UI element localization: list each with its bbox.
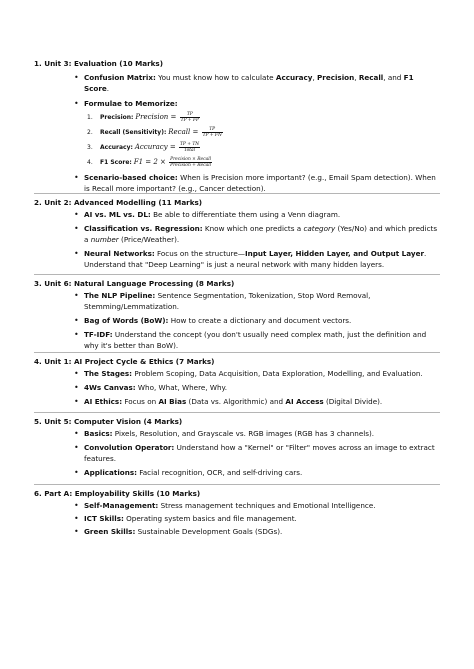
list-item: • Confusion Matrix: You must know how to calculate Accuracy, Precision, Recall, and F1 Score. (34, 72, 440, 94)
bullet-list (34, 500, 440, 537)
item-label: Applications: (84, 468, 137, 477)
section-divider (34, 352, 440, 353)
list-item: • 4Ws Canvas: Who, What, Where, Why. (34, 382, 440, 393)
section-advanced-modelling (34, 197, 440, 270)
item-label: Green Skills: (84, 527, 136, 536)
list-item: • Convolution Operator: Understand how a "Kernel" or "Filter" moves across an image to extract features. (34, 442, 440, 464)
section-heading: 6. Part A: Employability Skills (10 Marks) (34, 489, 201, 498)
list-item: • ICT Skills: Operating system basics and file management. (34, 513, 440, 524)
list-item: • AI Ethics: Focus on AI Bias (Data vs. Algorithmic) and AI Access (Digital Divide). (34, 396, 440, 407)
list-item: • Green Skills: Sustainable Development Goals (SDGs). (34, 526, 440, 537)
section-divider (34, 412, 440, 413)
section-employability (34, 488, 440, 537)
fraction: $\frac{TP + TN}{\text{Total}}$ (179, 142, 200, 153)
list-item: • Applications: Facial recognition, OCR, and self-driving cars. (34, 467, 440, 478)
section-heading: 2. Unit 2: Advanced Modelling (11 Marks) (34, 198, 203, 207)
section-divider (34, 484, 440, 485)
list-item: • AI vs. ML vs. DL: Be able to differentiate them using a Venn diagram. (34, 209, 440, 220)
item-label: Scenario-based choice: (84, 173, 178, 182)
formula-item: 4. F1 Score: F1 = 2 × $\frac{\text{Precision × Recall}}{\text{Precision + Recall}}$ (87, 157, 212, 168)
list-item: • The NLP Pipeline: Sentence Segmentation, Tokenization, Stop Word Removal, Stemming/Lemmatization. (34, 290, 440, 312)
list-item: • Scenario-based choice: When is Precision more important? (e.g., Email Spam detection). When is Recall more important? (e.g., Cancer detection). (34, 172, 440, 194)
fraction: $\frac{TP}{TP + FN}$ (202, 127, 222, 138)
bullet-list (34, 290, 440, 351)
formula-item: 2. Recall (Sensitivity): Recall = $\frac{TP}{TP + FN}$ (87, 127, 222, 138)
section-heading: 3. Unit 6: Natural Language Processing (8 Marks) (34, 279, 235, 288)
item-label: Bag of Words (BoW): (84, 316, 169, 325)
list-item: • Bag of Words (BoW): How to create a dictionary and document vectors. (34, 315, 440, 326)
section-heading: 1. Unit 3: Evaluation (10 Marks) (34, 59, 163, 68)
list-item (34, 98, 440, 170)
fraction: $\frac{TP}{TP + FP}$ (180, 112, 199, 123)
item-label: ICT Skills: (84, 514, 124, 523)
item-label: TF-IDF: (84, 330, 113, 339)
bullet-list (34, 209, 440, 270)
item-label: Confusion Matrix: (84, 73, 156, 82)
item-label: The Stages: (84, 369, 133, 378)
list-item: • Basics: Pixels, Resolution, and Grayscale vs. RGB images (RGB has 3 channels). (34, 428, 440, 439)
item-label: AI vs. ML vs. DL: (84, 210, 151, 219)
item-label: Self-Management: (84, 501, 159, 510)
list-item: • TF-IDF: Understand the concept (you don't usually need complex math, just the definition and why it's better than BoW). (34, 329, 440, 351)
section-computer-vision (34, 416, 440, 478)
item-label: Basics: (84, 429, 113, 438)
list-item: • Self-Management: Stress management techniques and Emotional Intelligence. (34, 500, 440, 511)
item-label: The NLP Pipeline: (84, 291, 156, 300)
item-label: Convolution Operator: (84, 443, 175, 452)
fraction: $\frac{\text{Precision × Recall}}{\text{Precision + Recall}}$ (170, 157, 212, 168)
section-divider (34, 193, 440, 194)
bullet-list (34, 368, 440, 407)
list-item: • Neural Networks: Focus on the structure—Input Layer, Hidden Layer, and Output Layer. Understand that "Deep Learning" is just a neural network with many hidden layers. (34, 248, 440, 270)
section-evaluation (34, 58, 440, 194)
bullet-list (34, 428, 440, 478)
section-nlp (34, 278, 440, 351)
section-project-cycle (34, 356, 440, 407)
formula-item: 3. Accuracy: Accuracy = $\frac{TP + TN}{\text{Total}}$ (87, 142, 200, 153)
item-label: AI Ethics: (84, 397, 123, 406)
item-label: Neural Networks: (84, 249, 155, 258)
section-divider (34, 274, 440, 275)
formula-list (84, 110, 440, 170)
item-label: 4Ws Canvas: (84, 383, 136, 392)
item-label: Classification vs. Regression: (84, 224, 203, 233)
list-item: • The Stages: Problem Scoping, Data Acquisition, Data Exploration, Modelling, and Evaluation. (34, 368, 440, 379)
list-item: • Classification vs. Regression: Know which one predicts a category (Yes/No) and which predicts a number (Price/Weather). (34, 223, 440, 245)
section-heading: 4. Unit 1: AI Project Cycle & Ethics (7 Marks) (34, 357, 215, 366)
bullet-list (34, 72, 440, 194)
section-heading: 5. Unit 5: Computer Vision (4 Marks) (34, 417, 183, 426)
item-label: Formulae to Memorize: (84, 99, 178, 108)
formula-item: 1. Precision: Precision = $\frac{TP}{TP + FP}$ (87, 112, 199, 123)
